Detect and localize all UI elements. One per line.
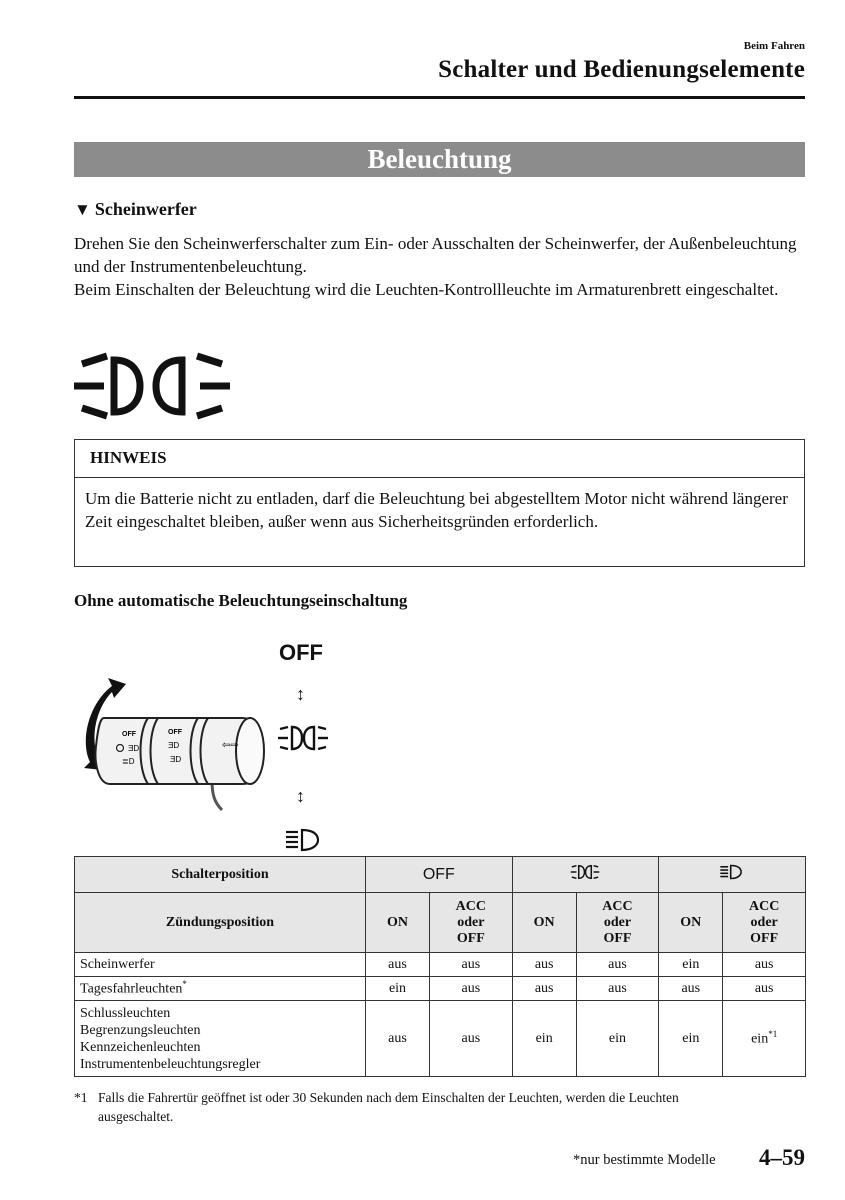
page-number: 4–59 — [759, 1145, 805, 1170]
table-row — [75, 953, 806, 977]
note-text: Um die Batterie nicht zu entladen, darf die Beleuchtung bei abgestelltem Motor nicht während längerer Zeit eingeschaltet bleiben, außer wenn aus Sicherheitsgründen erforderlich. — [85, 489, 788, 531]
table-cell: ein — [576, 1001, 659, 1077]
table-cell: ein — [512, 1001, 576, 1077]
table-cell: ein — [366, 977, 430, 1001]
table-cell: ein — [659, 1001, 723, 1077]
svg-text:ƎD: ƎD — [170, 755, 182, 764]
ignition-header-row — [75, 893, 806, 953]
manual-lighting-heading: Ohne automatische Beleuchtungseinschaltung — [74, 591, 408, 610]
table-cell: ein — [659, 953, 723, 977]
row-label-daytime-lights: Tagesfahrleuchten* — [75, 977, 366, 1001]
subsection-heading — [74, 199, 197, 220]
table-cell: aus — [723, 977, 806, 1001]
svg-text:ƎD: ƎD — [168, 741, 180, 750]
subsection-title: Scheinwerfer — [94, 199, 197, 219]
table-cell: aus — [576, 953, 659, 977]
svg-text:OFF: OFF — [168, 729, 182, 736]
ignition-acc-3: ACC oder OFF — [723, 893, 806, 953]
svg-text:OFF: OFF — [122, 731, 136, 738]
footnote-mark: *1 — [74, 1090, 88, 1105]
table-cell: aus — [659, 977, 723, 1001]
table-cell: aus — [576, 977, 659, 1001]
parking-light-icon — [567, 864, 603, 880]
table-row — [75, 1001, 806, 1077]
svg-text:≣D: ≣D — [122, 757, 135, 766]
models-note: *nur bestimmte Modelle — [573, 1152, 716, 1168]
parking-light-indicator-icon — [74, 350, 230, 422]
headlight-position-icon — [284, 828, 324, 852]
footnote — [74, 1088, 804, 1126]
headlight-icon — [719, 864, 745, 880]
table-cell: aus — [723, 953, 806, 977]
row-label-position-lights: Schlussleuchten Begrenzungsleuchten Kennzeichenleuchten Instrumentenbeleuchtungsregler — [75, 1001, 366, 1077]
ignition-on-3: ON — [659, 893, 723, 953]
ignition-acc-1: ACC oder OFF — [429, 893, 512, 953]
intro-paragraph-2: Beim Einschalten der Beleuchtung wird die Leuchten-Kontrollleuchte im Armaturenbrett eingeschaltet. — [74, 280, 779, 299]
light-switch-lever-illustration — [62, 672, 277, 812]
table-cell: ein$^{*1}$ — [723, 1001, 806, 1077]
header-divider — [74, 96, 805, 99]
position-headlight-header — [659, 857, 806, 893]
section-title: Beleuchtung — [74, 142, 805, 177]
triangle-marker-icon: ▼ — [74, 200, 91, 219]
up-down-arrow-icon-2: ↕ — [296, 786, 305, 806]
lighting-table — [74, 856, 806, 1077]
page-title: Schalter und Bedienungselemente — [438, 56, 805, 83]
table-cell: aus — [429, 953, 512, 977]
row-label-headlights: Scheinwerfer — [75, 953, 366, 977]
ignition-acc-2: ACC oder OFF — [576, 893, 659, 953]
table-cell: aus — [429, 977, 512, 1001]
table-cell: aus — [366, 1001, 430, 1077]
note-title: HINWEIS — [90, 448, 167, 467]
footnote-text-2: ausgeschaltet. — [98, 1109, 174, 1124]
off-position-label: OFF — [279, 640, 323, 665]
table-row — [75, 977, 806, 1001]
ignition-position-header: Zündungsposition — [75, 893, 366, 953]
footnote-text-1: Falls die Fahrertür geöffnet ist oder 30 Sekunden nach dem Einschalten der Leuchten, werden die Leuchten — [98, 1090, 679, 1105]
table-header-row — [75, 857, 806, 893]
up-down-arrow-icon: ↕ — [296, 684, 305, 704]
svg-text:ƎD: ƎD — [128, 744, 140, 753]
ignition-on-2: ON — [512, 893, 576, 953]
ignition-on-1: ON — [366, 893, 430, 953]
table-cell: aus — [512, 953, 576, 977]
position-off-header: OFF — [366, 857, 513, 893]
note-divider — [75, 477, 804, 478]
position-parking-header — [512, 857, 659, 893]
table-cell: aus — [366, 953, 430, 977]
intro-paragraph-1: Drehen Sie den Scheinwerferschalter zum Ein- oder Ausschalten der Scheinwerfer, der Außenbeleuchtung und der Instrumentenbeleuchtung. — [74, 234, 797, 276]
parking-light-position-icon — [278, 724, 328, 752]
note-box — [74, 439, 805, 567]
table-cell: aus — [429, 1001, 512, 1077]
svg-text:⇦⇨: ⇦⇨ — [222, 740, 239, 751]
table-cell: aus — [512, 977, 576, 1001]
chapter-label: Beim Fahren — [743, 40, 805, 52]
switch-position-header: Schalterposition — [75, 857, 366, 893]
